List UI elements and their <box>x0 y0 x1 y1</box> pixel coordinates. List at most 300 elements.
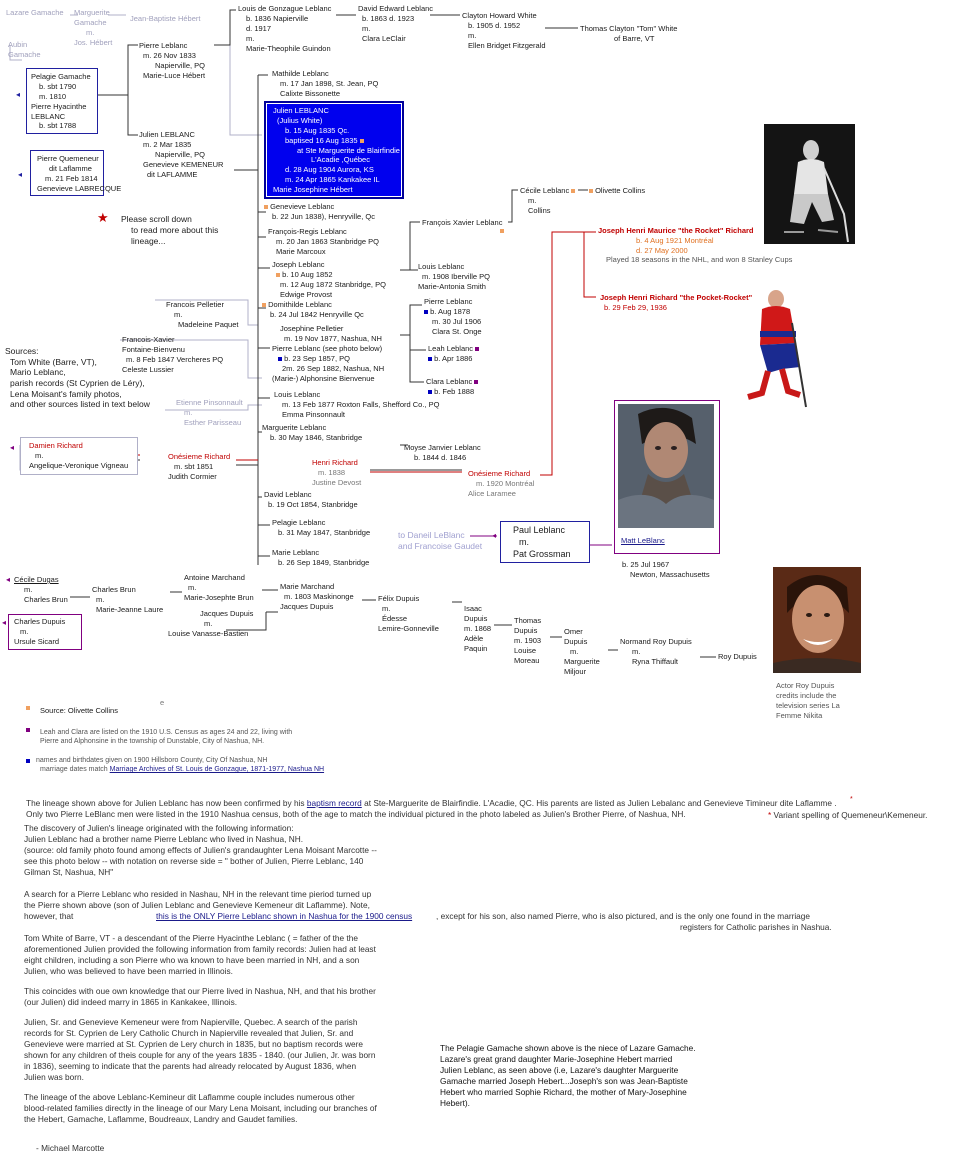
line-2: Pierre and Alphonsine in the township of Dunstable, City of Nashua, NH. <box>40 738 265 746</box>
name: Marguerite Leblanc <box>262 423 327 432</box>
marriage: m. 20 Jan 1863 Stanbridge PQ <box>276 236 379 246</box>
leah-leblanc <box>428 344 479 364</box>
name: Onésieme Richard <box>168 452 231 461</box>
name: Leah Leblanc <box>428 344 474 353</box>
marriage: m. 13 Feb 1877 Roxton Falls, Shefford Co., PQ <box>282 399 440 409</box>
name: Charles Brun <box>92 585 136 594</box>
marguerite-gamache <box>74 8 112 48</box>
marriage: m. 1803 Maskinonge <box>284 591 354 601</box>
pierre-quemeneur-text <box>37 154 121 194</box>
olivette-marker <box>264 205 268 209</box>
m: m. <box>35 450 44 460</box>
legend-census1910-text <box>40 728 292 746</box>
name: Félix Dupuis <box>378 594 420 603</box>
spouse: Genevieve KEMENEUR <box>143 159 224 169</box>
clayton-howard-white <box>462 11 546 51</box>
m: m. <box>184 407 193 417</box>
spouse: Marie-Antonia Smith <box>418 281 486 291</box>
birth: b. 25 Jul 1967 <box>622 560 670 569</box>
pierre-leblanc-1878 <box>424 297 482 337</box>
marriage: m. 24 Apr 1865 Kankakee IL <box>285 175 380 185</box>
spouse: Emma Pinsonnault <box>282 409 345 419</box>
spouse: Genevieve LABRECQUE <box>37 183 122 193</box>
name: Clara Leblanc <box>426 377 473 386</box>
m: m. <box>204 618 213 628</box>
julien-leblanc-box <box>264 101 404 199</box>
lineage-paragraph-2 <box>24 823 380 887</box>
alias: (Julius White) <box>277 115 323 125</box>
line-1: Leah and Clara are listed on the 1910 U.S. Census as ages 24 and 22, living with <box>40 729 293 736</box>
census1910-marker <box>475 347 479 351</box>
lazare-gamache: Lazare Gamache <box>6 8 64 17</box>
purple-arrow-icon-3: ◂ <box>6 575 11 584</box>
variant-asterisk: * <box>850 796 853 803</box>
julien-leblanc-1835 <box>139 130 223 179</box>
source-5: and other sources listed in text below <box>10 399 150 410</box>
name: Henri Richard <box>312 458 358 467</box>
only-pierre-link[interactable]: this is the ONLY Pierre Leblanc shown in Nashua for the 1900 census <box>156 911 413 921</box>
p2: The discovery of Julien's lineage originated with the following information: <box>24 823 294 833</box>
name: Domithilde Leblanc <box>268 300 332 309</box>
name: Julien LEBLANC <box>273 106 329 115</box>
birth: b. Apr 1886 <box>434 353 473 363</box>
spouse: Madeleine Paquet <box>178 319 239 329</box>
name: Olivette Collins <box>595 186 646 195</box>
legend-olivette <box>26 703 30 713</box>
isaac-dupuis <box>464 604 491 653</box>
p8: Julien, Sr. and Genevieve Kemeneur were from Napierville, Quebec. A search of the parish records for St. Cyprien de Lery Catholic Church in Napierville revealed that Julien, Sr. and Genevieve were married at St. Cyprien de Lery church in 1835, but no baptism records were shown for any children of theis couple for any of the years 1835 - 1840. (our Julien, Jr. was born in 1836), seeming to indicate that the parents had already relocated by August 1836, when Julien was born. <box>24 1017 376 1083</box>
birth: b. Feb 1888 <box>434 386 475 396</box>
spouse: Marie-Jeanne Laure <box>96 604 164 614</box>
etienne-pinsonnault <box>176 398 243 428</box>
source-4: Lena Moisant's family photos, <box>10 388 122 399</box>
name: Julien LEBLANC <box>139 130 195 139</box>
cecile-dugas <box>14 575 68 605</box>
damien-richard-box <box>20 437 138 475</box>
name: Normand Roy Dupuis <box>620 637 692 646</box>
dit: dit Laflamme <box>49 163 92 173</box>
m: m. <box>362 23 371 33</box>
spouse: Alice Laramee <box>468 488 516 498</box>
spouse: Celeste Lussier <box>122 364 174 374</box>
pocket-rocket-photo <box>738 283 808 411</box>
name: Antoine Marchand <box>184 573 245 582</box>
marie-leblanc-1849 <box>272 548 369 568</box>
gamache-line: Gamache <box>74 17 107 27</box>
name: Joseph Henri Maurice "the Rocket" Richard <box>598 226 754 235</box>
legend-olivette-text: Source: Olivette Collins <box>40 706 118 715</box>
spouse: Calixte Bissonette <box>280 88 341 98</box>
baptism-province: L'Acadie ,Québec <box>311 155 370 165</box>
spouse: Louise <box>514 645 537 655</box>
pocket-rocket-photo-art <box>738 283 808 411</box>
marriage: m. 1868 <box>464 623 492 633</box>
p1-end: at Ste-Marguerite de Blairfindie. L'Acadie, QC. His parents are listed as Julien Lebalanc and Genevieve Timineur dite Laflamme . <box>364 798 837 808</box>
source-3: parish records (St Cyprien de Léry), <box>10 377 145 388</box>
census1900-marker <box>278 357 282 361</box>
p3: Julien Leblanc had a brother name Pierre Leblanc who lived in Nashua, NH. <box>24 834 304 845</box>
roy-dupuis-photo <box>773 567 861 673</box>
spouse-surname: LEBLANC <box>31 111 66 121</box>
spouse: Clara LeClair <box>362 33 406 43</box>
line-3: television series La <box>776 700 840 710</box>
louis-leblanc-1908 <box>418 262 490 292</box>
marguerite-leblanc <box>262 423 362 443</box>
marriage-archives-link[interactable]: Marriage Archives of St. Louis de Gonzague, 1871-1977, Nashua NH <box>109 766 325 774</box>
place: Napierville, PQ <box>155 149 206 159</box>
name: Thomas <box>514 616 542 625</box>
p6: Tom White of Barre, VT - a descendant of the Pierre Hyacinthe Leblanc ( = father of the the aforementioned Julien provided the following information from family records: Julien had at least eight children, including a son Pierre who wa known to have been married in NH, and a son Julien, who was believed to have been married in Illinois. <box>24 933 376 977</box>
francois-xavier-leblanc: François Xavier Leblanc <box>422 218 503 227</box>
name: Etienne Pinsonnault <box>176 398 243 407</box>
spouse: Pat Grossman <box>513 548 571 559</box>
census1910-marker <box>474 380 478 384</box>
birth: b. 26 Sep 1849, Stanbridge <box>278 557 370 567</box>
signature: - Michael Marcotte <box>36 1143 105 1153</box>
charles-dupuis-box <box>8 614 82 650</box>
spouse: Collins <box>528 205 551 215</box>
place: Napierville, PQ <box>155 60 206 70</box>
spouse: Justine Devost <box>312 477 362 487</box>
aubin-gamache <box>8 40 41 60</box>
marriage: m. 17 Jan 1898, St. Jean, PQ <box>280 78 379 88</box>
omer-dupuis <box>564 627 600 676</box>
m: m. <box>96 594 105 604</box>
jean-baptiste-hebert: Jean-Baptiste Hébert <box>130 14 201 23</box>
name: Mathilde Leblanc <box>272 69 329 78</box>
line-2: credits include the <box>776 690 837 700</box>
olivette-source-marker <box>360 139 364 143</box>
scroll-line-1: Please scroll down <box>121 214 192 224</box>
death: d. 27 May 2000 <box>636 245 688 255</box>
charles-brun <box>92 585 163 615</box>
birth: b. 23 Sep 1857, PQ <box>284 353 350 363</box>
matt-leblanc-birth <box>622 560 710 580</box>
name: Charles Dupuis <box>14 617 66 626</box>
matt-leblanc-name[interactable]: Matt LeBlanc <box>621 536 665 545</box>
death: d. 1917 <box>246 23 272 33</box>
birth: b. 1836 Napierville <box>246 13 309 23</box>
marriage: m. 1920 Montréal <box>476 478 535 488</box>
stray-e: e <box>160 698 165 707</box>
marriage: m. sbt 1851 <box>174 461 214 471</box>
surname: Dupuis <box>514 625 538 635</box>
p5-end: , except for his son, also named Pierre, who is also pictured, and is the only one found in the marriage <box>436 911 811 921</box>
olivette-marker <box>26 706 30 710</box>
surname: Dupuis <box>464 613 488 623</box>
p1-census: Only two Pierre LeBlanc men were listed in the 1910 Nashua census, both of the age to match the individual pictured in the photo labeled as Julien's Brother Pierre, of Nashua, NH. <box>26 809 686 820</box>
francois-pelletier <box>166 300 238 330</box>
rocket-career: Played 18 seasons in the NHL, and won 8 Stanley Cups <box>606 255 793 264</box>
spouse-surname: Miljour <box>564 666 587 676</box>
death: d. 28 Aug 1904 Aurora, KS <box>285 165 374 175</box>
marriage: m. 21 Feb 1814 <box>45 173 98 183</box>
spouse: Marie-Theophile Guindon <box>246 43 331 53</box>
legend-census1910 <box>26 725 30 735</box>
pelagie-gamache-text <box>31 72 91 131</box>
name: Paul Leblanc <box>513 525 566 535</box>
pocket-rocket <box>600 293 752 313</box>
m: m. <box>174 309 183 319</box>
m: m. <box>382 603 391 613</box>
pelagie-note-text: The Pelagie Gamache shown above is the niece of Lazare Gamache. Lazare's great grand daughter Marie-Josephine Hebert married Julien Leblanc, as seen above (i.e, Lazare's daughter Marguerite Gamache married Joseph Hebert...Joseph's son was Jean-Baptiste Hebert who married Sophie Richard, the mother of Mary-Josephine Hebert). <box>440 1043 696 1109</box>
spouse: Louise Vanasse-Bastien <box>168 628 249 638</box>
line-1: to Daneil LeBlanc <box>398 530 465 540</box>
birth: b. 29 Feb 29, 1936 <box>604 302 667 312</box>
spouse-birth: b. sbt 1788 <box>39 121 77 131</box>
pelagie-leblanc-1847 <box>272 518 370 538</box>
census1900-marker <box>424 310 428 314</box>
pierre-leblanc-1833 <box>139 41 205 81</box>
baptism-record-link[interactable]: baptism record <box>306 798 362 808</box>
roy-dupuis: Roy Dupuis <box>718 652 757 661</box>
m: m. <box>24 584 33 594</box>
dates: b. 1863 d. 1923 <box>362 13 415 23</box>
variant-note <box>768 810 927 821</box>
spouse: Esther Parisseau <box>184 417 242 427</box>
census1910-marker <box>26 728 30 732</box>
p5-start: A search for a Pierre Leblanc who resided in Nashau, NH in the relevant time pieriod turned up the Pierre shown above (son of Julien Leblanc and Genevieve Kemeneur dit Laflamme). Note, however, that <box>24 889 372 922</box>
purple-arrow-icon-4: ◂ <box>2 618 7 627</box>
spouse: Marie-Josephte Brun <box>184 592 254 602</box>
moyse-janvier-leblanc <box>404 443 481 463</box>
birth: b. 24 Jul 1842 Henryville Qc <box>270 309 364 319</box>
louis-de-gonzague <box>238 4 331 53</box>
marriage: m. 26 Nov 1833 <box>143 50 196 60</box>
sources-block <box>5 346 150 410</box>
olivette-marker-fx <box>500 226 504 236</box>
scroll-line-3: lineage... <box>131 236 166 247</box>
pierre-leblanc-1857 <box>272 344 384 384</box>
name: Pierre Leblanc <box>139 41 188 50</box>
line-2: and Francoise Gaudet <box>398 541 483 552</box>
name: Moyse Janvier Leblanc <box>404 443 481 452</box>
spouse: Marie Josephine Hébert <box>273 185 353 195</box>
olivette-marker <box>589 189 593 193</box>
blue-arrow-icon: ◂ <box>16 90 21 99</box>
place: of Barre, VT <box>614 33 655 43</box>
name: Isaac <box>464 604 482 613</box>
olivette-marker <box>276 273 280 277</box>
line-4: Femme Nikita <box>776 710 823 720</box>
spouse: (Marie-) Alphonsine Bienvenue <box>272 373 375 383</box>
pelagie-gamache-box <box>26 68 98 134</box>
name: Omer <box>564 627 583 636</box>
m: m. <box>468 30 477 40</box>
marriage: m. 12 Aug 1872 Stanbridge, PQ <box>280 279 386 289</box>
onesieme-richard-1851 <box>168 452 230 482</box>
birth: b. 19 Oct 1854, Stanbridge <box>268 499 358 509</box>
jacques-dupuis <box>168 609 253 639</box>
matt-leblanc-photo-art <box>618 404 714 528</box>
name: David Edward Leblanc <box>358 4 434 13</box>
scroll-line-2: to read more about this <box>131 225 219 236</box>
name: Onésieme Richard <box>468 469 531 478</box>
name: Louis de Gonzague Leblanc <box>238 4 332 13</box>
spouse: Édesse <box>382 613 408 623</box>
birth: b. 22 Jun 1838), Henryville, Qc <box>272 211 375 221</box>
source-1: Tom White (Barre, VT), <box>10 356 97 367</box>
mathilde-leblanc <box>272 69 378 99</box>
name: Pierre Leblanc <box>424 297 473 306</box>
spouse-surname: Lemire-Gonneville <box>378 623 439 633</box>
name: Francois Pelletier <box>166 300 224 309</box>
marie-marchand <box>280 582 354 612</box>
henri-richard-1838 <box>312 458 361 488</box>
name: Cécile Leblanc <box>520 186 570 195</box>
variant-text: Variant spelling of Quemeneur\Kemeneur. <box>773 810 928 820</box>
thomas-clayton-white <box>580 24 677 44</box>
normand-roy-dupuis <box>620 637 692 667</box>
line-2: marriage dates match <box>40 766 108 774</box>
olivette-marker <box>500 229 504 233</box>
name: Marie Leblanc <box>272 548 320 557</box>
m-line: m. <box>86 27 95 37</box>
name: Cécile Dugas <box>14 575 59 584</box>
spouse: Pierre Hyacinthe <box>31 101 87 111</box>
paul-leblanc-text <box>513 525 571 561</box>
spouse-surname: Moreau <box>514 655 540 665</box>
spouse: Marguerite <box>564 656 600 666</box>
red-star-icon: ★ <box>97 210 109 225</box>
olivette-marker <box>262 303 266 307</box>
marriage: m. 1838 <box>318 467 346 477</box>
name: Josephine Pelletier <box>280 324 344 333</box>
p4: (source: old family photo found among effects of Julien's grandaughter Lena Moisant Marcotte -- see this photo below -- with notation on reverse side = " bother of Julien, Pierre Leblanc, 140 Gilman St, Nashua, NH" <box>24 845 377 878</box>
paul-leblanc-box <box>500 521 590 563</box>
matt-leblanc-photo <box>618 404 714 528</box>
line-1: names and birthdates given on 1900 Hillsboro County, City Of Nashua, NH <box>36 757 268 764</box>
baptism-place: at Ste Marguerite de Blairfindie <box>297 145 400 155</box>
roy-dupuis-caption <box>776 681 840 721</box>
louis-leblanc-1877 <box>274 390 439 420</box>
m: m. <box>188 582 197 592</box>
genevieve-leblanc <box>264 202 375 222</box>
aubin: Aubin <box>8 40 28 49</box>
rocket-richard-photo <box>764 124 855 244</box>
pelagie-note <box>440 1043 696 1109</box>
m: m. <box>632 646 641 656</box>
birth: b. 31 May 1847, Stanbridge <box>278 527 371 537</box>
spouse: Jacques Dupuis <box>280 601 334 611</box>
birth: b. 4 Aug 1921 Montréal <box>636 235 714 245</box>
name: Joseph Henri Richard "the Pocket-Rocket" <box>600 293 753 302</box>
variant-note-asterisk: * <box>768 810 772 820</box>
birth: b. 10 Aug 1852 <box>282 269 333 279</box>
felix-dupuis <box>378 594 439 634</box>
dates: b. 1905 d. 1952 <box>468 20 521 30</box>
daneil-francoise-gaudet <box>398 530 482 552</box>
name: Joseph Leblanc <box>272 260 325 269</box>
charles-dupuis-text <box>14 617 65 647</box>
marriage: m. 1810 <box>39 91 67 101</box>
legend-census1900 <box>26 756 30 766</box>
david-leblanc-1854 <box>264 490 358 510</box>
marguerite-line: Marguerite <box>74 8 110 17</box>
spouse: Ryna Thiffault <box>632 656 678 666</box>
onesieme-richard-1920 <box>468 469 534 499</box>
olivette-collins <box>589 186 645 196</box>
name: Francois-Xavier <box>122 335 175 344</box>
birth: b. 15 Aug 1835 Qc. <box>285 125 350 135</box>
david-edward-leblanc <box>358 4 433 44</box>
name: Louis Leblanc <box>274 390 321 399</box>
name: Thomas Clayton "Tom" White <box>580 24 678 33</box>
m: m. <box>246 33 255 43</box>
birth: b. Aug 1878 <box>430 306 471 316</box>
marriage: 2m. 26 Sep 1882, Nashua, NH <box>282 363 385 373</box>
marriage: m. 1908 Iberville PQ <box>422 271 490 281</box>
m: m. <box>20 626 29 636</box>
purple-arrow-icon-2: ◂ <box>492 531 497 540</box>
name: David Leblanc <box>264 490 312 499</box>
scroll-note <box>121 214 218 247</box>
domithilde-leblanc <box>262 300 364 320</box>
marriage: m. 19 Nov 1877, Nashua, NH <box>284 333 382 343</box>
blue-arrow-icon-2: ◂ <box>18 170 23 179</box>
spouse: Adèle <box>464 633 484 643</box>
name: Pierre Leblanc (see photo below) <box>272 344 383 353</box>
name: Genevieve Leblanc <box>270 202 335 211</box>
name: Louis Leblanc <box>418 262 465 271</box>
spouse: Judith Cormier <box>168 471 217 481</box>
name: Damien Richard <box>29 441 83 450</box>
spouse: Clara St. Onge <box>432 326 482 336</box>
p5-registers: registers for Catholic parishes in Nashua. <box>680 922 832 932</box>
surname: Dupuis <box>564 636 588 646</box>
census1900-marker <box>428 357 432 361</box>
matt-leblanc-box <box>614 400 720 554</box>
name: Pelagie Leblanc <box>272 518 326 527</box>
birthplace: Newton, Massachusetts <box>630 569 710 579</box>
surname: Fontaine-Bienvenu <box>122 344 185 354</box>
josephine-pelletier <box>280 324 382 344</box>
thomas-dupuis <box>514 616 541 665</box>
sources-title: Sources: <box>5 346 39 356</box>
marriage: m. 2 Mar 1835 <box>143 139 192 149</box>
dates: b. 1844 d. 1846 <box>414 452 467 462</box>
marriage: m. 1903 <box>514 635 542 645</box>
spouse: Charles Brun <box>24 594 68 604</box>
name: Marie Marchand <box>280 582 335 591</box>
source-2: Mario Leblanc, <box>10 367 66 378</box>
purple-arrow-icon: ◂ <box>10 443 15 452</box>
spouse-dit: dit LAFLAMME <box>147 169 198 179</box>
julien-leblanc-text <box>273 106 400 195</box>
birth: b. 30 May 1846, Stanbridge <box>270 432 363 442</box>
rocket-richard <box>598 226 754 256</box>
line-1: Actor Roy Dupuis <box>776 681 835 690</box>
birth: b. sbt 1790 <box>39 81 77 91</box>
spouse: Ursule Sicard <box>14 636 60 646</box>
roy-dupuis-photo-art <box>773 567 861 673</box>
joseph-leblanc <box>272 260 386 300</box>
census1900-marker <box>26 759 30 763</box>
m: m. <box>570 646 579 656</box>
name: Jacques Dupuis <box>200 609 254 618</box>
marriage: m. 30 Jul 1906 <box>432 316 482 326</box>
lineage-paragraph-6 <box>24 933 380 1134</box>
spouse: Edwige Provost <box>280 289 333 299</box>
legend-census1900-text <box>36 756 324 774</box>
spouse: Marie-Luce Hébert <box>143 70 206 80</box>
name: Pierre Quemeneur <box>37 154 99 163</box>
rocket-richard-photo-art <box>764 124 855 244</box>
spouse: Angelique-Veronique Vigneau <box>29 460 129 470</box>
jos-hebert: Jos. Hébert <box>74 37 113 47</box>
p1-start: The lineage shown above for Julien Leblanc has now been confirmed by his <box>26 798 305 808</box>
spouse: Ellen Bridget Fitzgerald <box>468 40 546 50</box>
